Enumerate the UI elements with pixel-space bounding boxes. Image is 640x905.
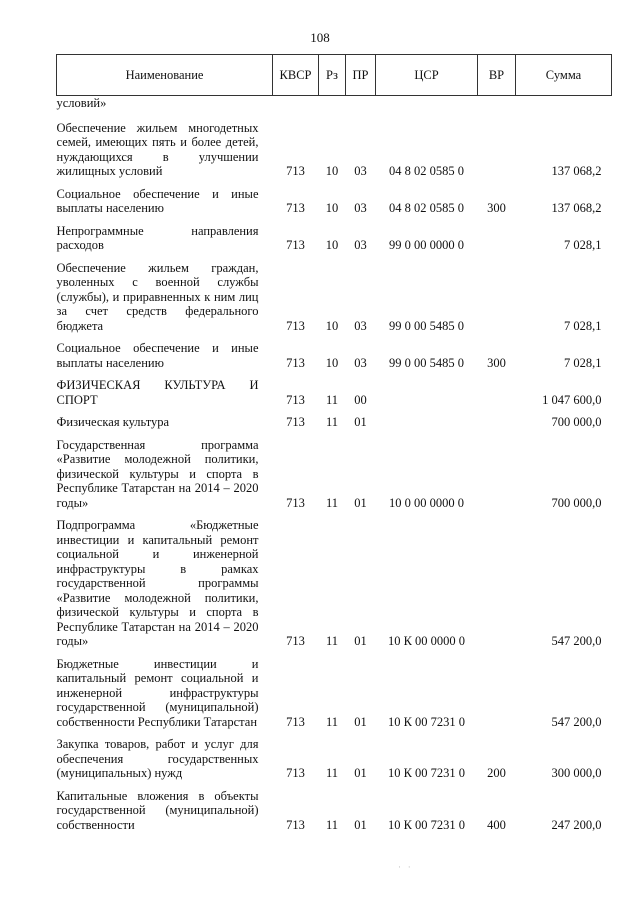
cell-csr: 10 К 00 0000 0 <box>387 634 466 648</box>
cell-kvsr: 713 <box>286 714 305 729</box>
cell-sum: 137 068,2 <box>551 201 602 215</box>
cell-kvsr: 713 <box>286 355 305 370</box>
cell-rz: 10 <box>325 355 339 370</box>
cell-kvsr: 713 <box>286 817 305 832</box>
table-row <box>57 407 612 430</box>
cell-csr: 04 8 02 0585 0 <box>389 201 464 215</box>
cell-sum: 547 200,0 <box>551 714 602 729</box>
cell-sum: 137 068,2 <box>551 164 602 178</box>
cell-sum: 7 028,1 <box>564 238 602 252</box>
cell-pr: 00 <box>354 392 367 407</box>
cell-pr: 03 <box>354 164 367 178</box>
cell-csr: 10 К 00 7231 0 <box>387 766 466 780</box>
table-row <box>57 729 612 781</box>
header-csr: ЦСР <box>376 55 478 96</box>
cell-vr <box>478 407 516 430</box>
cell-csr <box>376 407 478 430</box>
header-sum: Сумма <box>516 55 612 96</box>
cell-name: Бюджетные инвестиции и капитальный ремонт социальной и инженерной инфраструктуры государственной (муниципальной) собственности Республики Татарстан <box>56 656 259 729</box>
cell-pr: 03 <box>354 238 367 252</box>
budget-table <box>56 54 612 832</box>
cell-vr: 200 <box>487 766 506 780</box>
cell-name: ФИЗИЧЕСКАЯ КУЛЬТУРА И СПОРТ <box>56 378 259 407</box>
cell-sum: 700 000,0 <box>551 495 602 510</box>
cell-name: Непрограммные направления расходов <box>56 223 259 252</box>
cell-kvsr: 713 <box>286 766 305 780</box>
cell-pr: 03 <box>354 355 367 370</box>
cell-name: Обеспечение жильем граждан, уволенных с военной службы (службы), и приравненных к ним лиц за счет средств федерального бюджета <box>56 260 259 333</box>
cell-rz: 11 <box>325 766 339 780</box>
cell-rz: 10 <box>325 164 339 178</box>
cell-csr: 10 К 00 7231 0 <box>387 817 466 832</box>
cell-vr <box>478 510 516 649</box>
scan-mark: · · <box>398 862 411 872</box>
cell-vr <box>478 430 516 511</box>
cell-sum: 7 028,1 <box>564 355 602 370</box>
cell-csr <box>376 370 478 407</box>
table-row <box>57 370 612 407</box>
cell-pr: 01 <box>354 714 367 729</box>
cell-sum: 547 200,0 <box>551 634 602 648</box>
cell-rz: 10 <box>325 318 339 333</box>
cell-kvsr: 713 <box>286 495 305 510</box>
cell-sum: 247 200,0 <box>551 817 602 832</box>
cell-rz: 11 <box>325 495 339 510</box>
table-body <box>57 96 612 833</box>
cell-pr: 01 <box>354 817 367 832</box>
header-pr: ПР <box>346 55 376 96</box>
table-row <box>57 179 612 216</box>
continuation-text: условий» <box>56 96 107 110</box>
cell-kvsr: 713 <box>286 164 305 178</box>
cell-csr: 99 0 00 0000 0 <box>389 238 464 252</box>
cell-sum: 7 028,1 <box>564 318 602 333</box>
cell-name: Обеспечение жильем многодетных семей, имеющих пять и более детей, нуждающихся в улучшении жилищных условий <box>56 120 259 178</box>
cell-name: Подпрограмма «Бюджетные инвестиции и капитальный ремонт социальной и инженерной инфраструктуры в рамках государственной программы «Развитие молодежной политики, физической культуры и спорта в Республике Татарстан на 2014 – 2020 годы» <box>56 518 259 648</box>
cell-rz: 10 <box>325 238 339 252</box>
cell-vr <box>478 121 516 179</box>
cell-sum: 1 047 600,0 <box>542 392 602 407</box>
cell-vr <box>478 370 516 407</box>
table-row <box>57 253 612 334</box>
cell-csr: 10 0 00 0000 0 <box>389 495 464 510</box>
cell-pr: 03 <box>354 201 367 215</box>
cell-vr: 300 <box>487 355 506 370</box>
continuation-row <box>57 96 612 111</box>
cell-vr <box>478 649 516 730</box>
header-vr: ВР <box>478 55 516 96</box>
cell-name: Государственная программа «Развитие молодежной политики, физической культуры и спорта в Республике Татарстан на 2014 – 2020 годы» <box>56 437 259 510</box>
table-row <box>57 121 612 179</box>
cell-csr: 10 К 00 7231 0 <box>387 714 466 729</box>
cell-sum: 300 000,0 <box>551 766 602 780</box>
cell-pr: 01 <box>354 634 367 648</box>
cell-csr: 99 0 00 5485 0 <box>389 355 464 370</box>
cell-pr: 03 <box>354 318 367 333</box>
cell-kvsr: 713 <box>286 201 305 215</box>
cell-name: Физическая культура <box>56 415 170 429</box>
cell-name: Социальное обеспечение и иные выплаты населению <box>56 341 259 370</box>
cell-kvsr: 713 <box>286 415 305 429</box>
table-row <box>57 781 612 833</box>
header-kvsr: КВСР <box>273 55 319 96</box>
cell-sum: 700 000,0 <box>551 415 602 429</box>
cell-name: Закупка товаров, работ и услуг для обеспечения государственных (муниципальных) нужд <box>56 737 259 780</box>
cell-pr: 01 <box>354 415 367 429</box>
table-row <box>57 216 612 253</box>
table-row <box>57 649 612 730</box>
cell-rz: 11 <box>325 714 339 729</box>
cell-vr: 400 <box>487 817 506 832</box>
table-row <box>57 510 612 649</box>
cell-csr: 99 0 00 5485 0 <box>389 318 464 333</box>
table-row <box>57 333 612 370</box>
cell-rz: 11 <box>325 634 339 648</box>
cell-vr <box>478 253 516 334</box>
header-rz: Рз <box>319 55 346 96</box>
table-row <box>57 430 612 511</box>
cell-rz: 11 <box>325 392 339 407</box>
page-number: 108 <box>310 30 330 45</box>
cell-kvsr: 713 <box>286 634 305 648</box>
cell-pr: 01 <box>354 495 367 510</box>
cell-rz: 11 <box>325 817 339 832</box>
cell-kvsr: 713 <box>286 392 305 407</box>
cell-csr: 04 8 02 0585 0 <box>389 164 464 178</box>
cell-kvsr: 713 <box>286 238 305 252</box>
cell-name: Социальное обеспечение и иные выплаты населению <box>56 186 259 215</box>
cell-vr <box>478 216 516 253</box>
cell-pr: 01 <box>354 766 367 780</box>
cell-vr: 300 <box>487 201 506 215</box>
cell-kvsr: 713 <box>286 318 305 333</box>
cell-name: Капитальные вложения в объекты государственной (муниципальной) собственности <box>56 788 259 832</box>
cell-rz: 10 <box>325 201 339 215</box>
header-name: Наименование <box>57 55 273 96</box>
table-header <box>57 55 612 96</box>
cell-rz: 11 <box>325 415 339 429</box>
